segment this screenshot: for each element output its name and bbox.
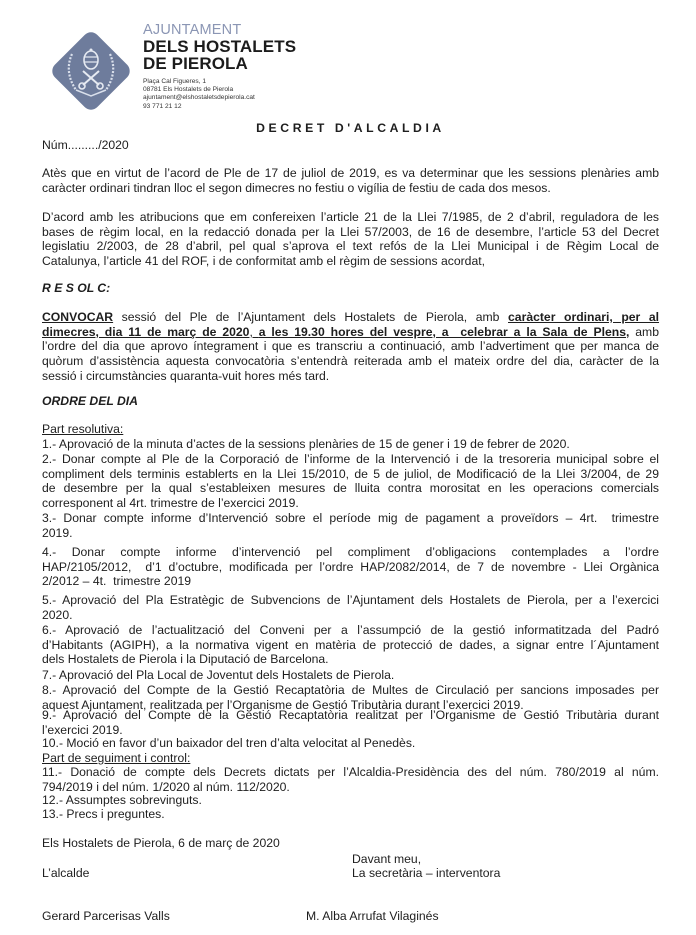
agenda-item-7 (42, 668, 659, 683)
session-type: caràcter ordinari, per al (508, 310, 660, 324)
part2-heading: Part de seguiment i control: (42, 751, 191, 765)
text-line: l’ordre del dia que aprovo íntegrament i que es transcriu a continuació, amb l’advertiment que per manca de (42, 339, 659, 354)
text-line: 794/2019 i del núm. 1/2020 al núm. 112/2020. (42, 779, 290, 794)
agenda-item-2 (42, 452, 659, 511)
text-line: 3.- Donar compte informe d’Intervenció sobre el període mig de pagament a proveïdors – 4rt. trimestre (42, 511, 659, 525)
session-time-place: a les 19.30 hores del vespre, a celebrar a la Sala de Plens, (258, 324, 630, 339)
agenda-item-11 (42, 765, 659, 794)
text-line: de desembre per la qual s’estableixen mesures de lluita contra morositat en les operacions comercials (42, 481, 659, 496)
convocar-keyword: CONVOCAR (42, 310, 114, 324)
text-line: HAP/2105/2012, d’1 d’octubre, modificada per l’ordre HAP/2082/2014, de 7 de novembre - Llei Orgànica (42, 559, 659, 574)
text-line: 9.- Aprovació del Compte de la Gestió Recaptatòria realitzat per l’Organisme de Gestió Tributària durant (42, 708, 659, 722)
secretary-role: La secretària – interventora (352, 866, 501, 880)
agenda-item-3 (42, 511, 659, 540)
agenda-item-9 (42, 708, 659, 737)
text-line: 10.- Moció en favor d’un baixador del tren d’alta velocitat al Penedès. (42, 736, 416, 750)
address-line1: Plaça Cal Figueres, 1 (143, 78, 207, 85)
place-date: Els Hostalets de Pierola, 6 de març de 2020 (42, 836, 280, 850)
org-name-line2: DELS HOSTALETS (143, 37, 297, 56)
agenda-item-12 (42, 793, 659, 808)
session-date: dimecres, dia 11 de març de 2020 (42, 324, 250, 339)
agenda-item-10 (42, 736, 659, 751)
convocar-tail: amb (629, 324, 659, 339)
separator: , (249, 324, 259, 339)
text-line: bases de règim local, en la redacció donada per la Llei 57/2003, de 16 de desembre, l’article 53 del Decret (42, 224, 659, 239)
text-line: quòrum d’assistència aquesta convocatòria s’entendrà reiterada amb el mateix ordre del dia, caràcter de la (42, 354, 659, 369)
text-line: 11.- Donació de compte dels Decrets dictats per l’Alcaldia-Presidència des del núm. 780/2019 al núm. (42, 765, 659, 779)
text-line: 1.- Aprovació de la minuta d’actes de la sessions plenàries de 15 de gener i 19 de febrer de 2020. (42, 437, 570, 451)
text-line: d’Habitants (AGIPH), a la normativa vigent en matèria de protecció de dades, a signar entre l´Ajuntament (42, 637, 659, 652)
convocar-text: sessió del Ple de l’Ajuntament dels Hostalets de Pierola, amb (113, 310, 509, 324)
text-line: legislatiu 2/2003, de 28 d’abril, pel qual s’aprova el text refós de la Llei Municipal i de Règim Local de (42, 239, 659, 254)
text-line: Catalunya, l’article 41 del ROF, i de conformitat amb el règim de sessions acordat, (42, 254, 486, 269)
coat-of-arms-logo-icon (46, 26, 136, 116)
before-me-label: Davant meu, (352, 852, 422, 866)
text-line: 2.- Donar compte al Ple de la Corporació de l’informe de la Intervenció i de la tresoreria municipal sobre el (42, 452, 659, 466)
text-line: 6.- Aprovació de l’actualització del Conveni per a l’assumpció de la gestió informatitzada del Padró (42, 623, 659, 637)
agenda-item-5 (42, 593, 659, 622)
text-line: 4.- Donar compte informe d’intervenció pel compliment d’obligacions contemplades a l’ordre (42, 545, 659, 559)
org-name-line3: DE PIEROLA (143, 54, 248, 73)
text-line: 7.- Aprovació del Pla Local de Joventut dels Hostalets de Pierola. (42, 668, 395, 682)
secretary-name: M. Alba Arrufat Vilaginés (306, 909, 439, 923)
text-line: Atès que en virtut de l’acord de Ple de 17 de juliol de 2019, es va determinar que les sessions plenàries amb (42, 166, 659, 180)
text-line: caràcter ordinari tindran lloc el segon dimecres no festiu o vigília de festiu de cada dos mesos. (42, 180, 551, 195)
organization-block (143, 22, 296, 111)
mayor-name: Gerard Parcerisas Valls (42, 909, 170, 923)
text-line (42, 310, 659, 325)
resolc-heading: R E S OL C: (42, 281, 111, 295)
text-line: 13.- Precs i preguntes. (42, 807, 165, 821)
text-line: corresponent al 4rt. trimestre de l’exercici 2019. (42, 496, 299, 511)
document-title: DECRET D'ALCALDIA (256, 121, 445, 135)
intro-paragraph (42, 166, 659, 195)
text-line: 2/2012 – 4t. trimestre 2019 (42, 574, 192, 589)
letterhead (42, 20, 302, 115)
decree-number: Núm........./2020 (42, 138, 129, 152)
text-line: D’acord amb les atribucions que em confereixen l’article 21 de la Llei 7/1985, de 2 d’abril, reguladora de les (42, 210, 659, 224)
text-line: compliment dels terminis establerts en la Llei 15/2010, de 5 de juliol, de Modificació de la Llei 3/2004, de 29 (42, 466, 659, 481)
text-line: sessió i circumstàncies quaranta-vuit hores més tard. (42, 368, 330, 383)
agenda-item-1 (42, 437, 659, 452)
legal-basis-paragraph (42, 210, 659, 269)
text-line (42, 325, 659, 340)
email-link[interactable]: ajuntament@elshostaletsdepierola.cat (143, 94, 255, 102)
org-name-line1: AJUNTAMENT (143, 22, 242, 38)
org-address (143, 78, 296, 111)
text-line: dels Hostalets de Pierola i la Diputació de Barcelona. (42, 652, 329, 667)
text-line: l’exercici 2019. (42, 722, 123, 737)
text-line: 12.- Assumptes sobrevinguts. (42, 793, 202, 807)
phone-number: 93 771 21 12 (143, 102, 182, 110)
agenda-item-4 (42, 545, 659, 589)
agenda-heading: ORDRE DEL DIA (42, 394, 138, 408)
text-line: 5.- Aprovació del Pla Estratègic de Subvencions de l’Ajuntament dels Hostalets de Pierola, per a l’exercici (42, 593, 659, 607)
convocar-paragraph (42, 310, 659, 384)
part1-heading: Part resolutiva: (42, 422, 124, 436)
agenda-item-6 (42, 623, 659, 667)
text-line: 2019. (42, 525, 73, 540)
text-line: 2020. (42, 607, 73, 622)
address-line2: 08781 Els Hostalets de Pierola (143, 86, 234, 94)
text-line: aquest Ajuntament, realitzada per l’Organisme de Gestió Tributària durant l’exercici 2019. (42, 697, 524, 712)
agenda-item-13 (42, 807, 659, 822)
text-line: 8.- Aprovació del Compte de la Gestió Recaptatòria de Multes de Circulació per sancions imposades per (42, 683, 659, 697)
mayor-role: L’alcalde (42, 866, 90, 880)
